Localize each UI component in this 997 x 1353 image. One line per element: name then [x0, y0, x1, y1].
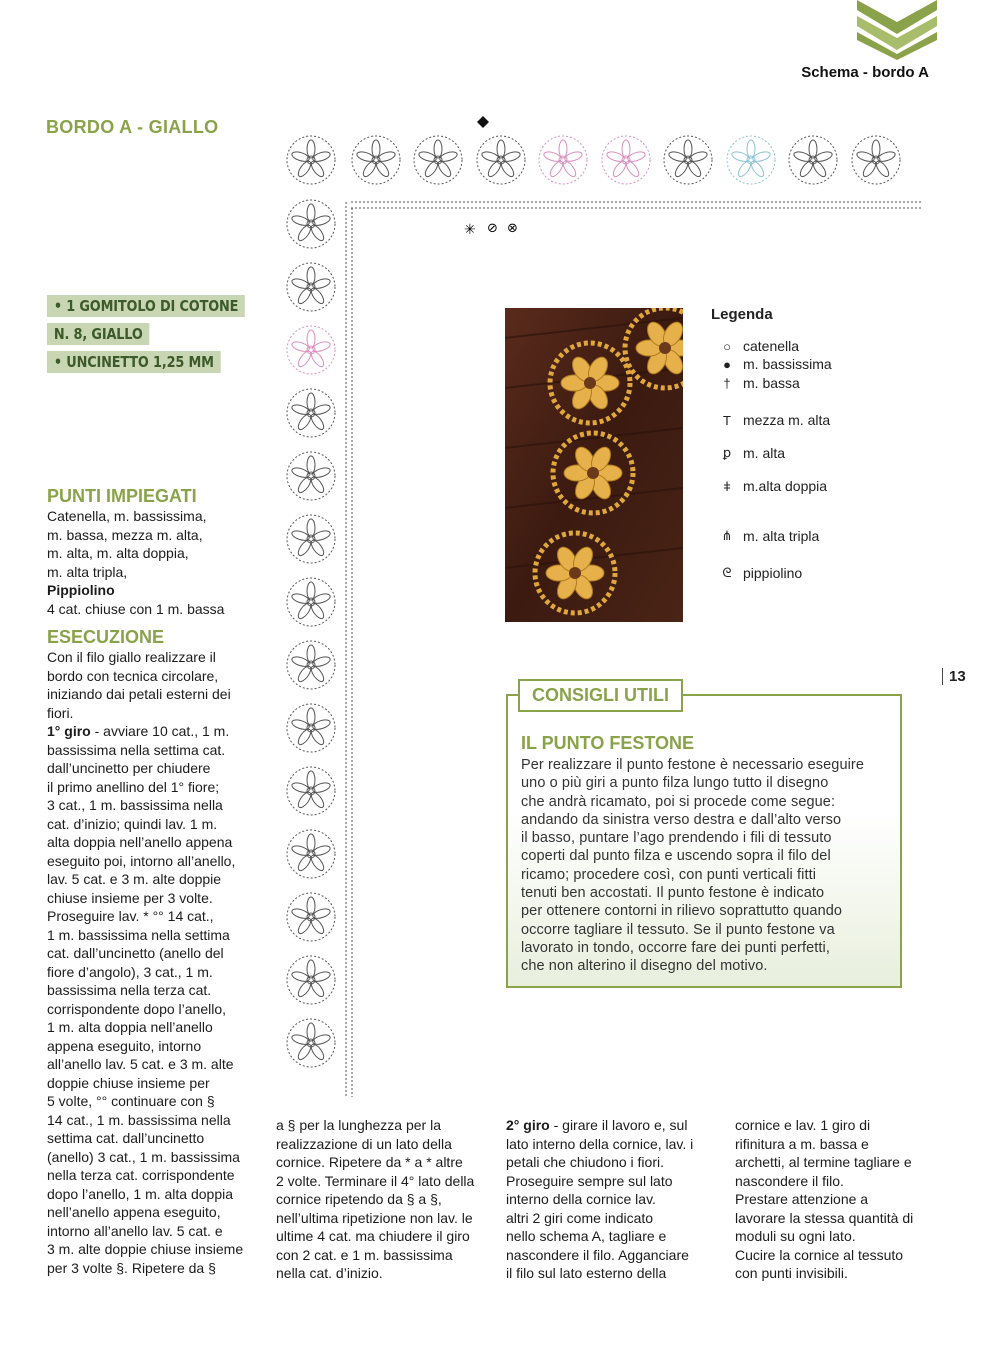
text-line: appena eseguito, intorno [47, 1037, 202, 1054]
page-title: BORDO A - GIALLO [46, 117, 219, 137]
chart-flower [287, 389, 335, 437]
chart-flower [287, 326, 335, 374]
text-line: (anello) 3 cat., 1 m. bassissima [47, 1148, 240, 1165]
text-line: con 2 cat. e 1 m. bassissima [276, 1246, 453, 1263]
text-line: ultime 4 cat. ma chiudere il giro [276, 1228, 470, 1244]
text-line: cat. d’inizio; quindi lav. 1 m. [47, 815, 218, 832]
text-line: bassissima nella terza cat. [47, 982, 212, 998]
text-line: 1 m. alta doppia nell’anello [47, 1019, 213, 1035]
text-line: nella cat. d’inizio. [276, 1265, 383, 1281]
text-line: dall’uncinetto per chiudere [47, 760, 211, 776]
legend-item: ᘓ pippiolino [711, 565, 802, 581]
punti-heading: PUNTI IMPIEGATI [47, 486, 197, 506]
text-line: Proseguire sempre sul lato [506, 1172, 673, 1189]
material-item: • UNCINETTO 1,25 MM [47, 351, 221, 373]
text-line: 2 volte. Terminare il 4° lato della [276, 1172, 475, 1189]
text-line: il primo anellino del 1° fiore; [47, 778, 220, 795]
text-line: chiuse insieme per 3 volte. [47, 889, 213, 906]
text-line: dopo l’anello, 1 m. alta doppia [47, 1185, 234, 1202]
text-line: lav. 5 cat. e 3 m. alte doppie [47, 871, 222, 887]
chart-flower [287, 893, 335, 941]
text-line: lato interno della cornice, lav. i [506, 1135, 694, 1152]
chart-flower [539, 136, 587, 184]
chart-flower [287, 704, 335, 752]
text-line: nello schema A, tagliare e [506, 1228, 667, 1244]
text-line: settima cat. dall’uncinetto [47, 1130, 205, 1146]
triple-cluster-icon: ⋔ [721, 528, 733, 543]
text-line: 14 cat., 1 m. bassissima nella [47, 1111, 231, 1128]
chart-flower [664, 136, 712, 184]
text-line: intorno all’anello lav. 5 cat. e [47, 1222, 223, 1239]
chart-flower [287, 263, 335, 311]
legend [711, 306, 911, 581]
instructions-column-3 [506, 1116, 721, 1283]
text-line: cornice ripetendo da § a §, [276, 1191, 442, 1207]
text-line: che andrà ricamato, poi si procede come segue: [521, 793, 836, 810]
chevron-decoration-icon [852, 0, 942, 60]
text-line: 5 volte, °° continuare con § [47, 1093, 215, 1109]
text-line: Con il filo giallo realizzare il [47, 649, 216, 665]
text-line: m. bassa, mezza m. alta, [47, 526, 203, 543]
asterisk-marker-icon: ✳ [464, 222, 476, 238]
text-line: bordo con tecnica circolare, [47, 667, 219, 684]
legend-item: ꝑ m. alta [711, 445, 785, 461]
cut-marker-icon: ⊘ [487, 221, 498, 236]
chart-flower [789, 136, 837, 184]
text-line: moduli su ogni lato. [735, 1228, 856, 1244]
text-line: doppie chiuse insieme per [47, 1074, 210, 1091]
text-line: cornice. Ripetere da * a * altre [276, 1154, 463, 1170]
text-line: eseguito poi, intorno all’anello, [47, 852, 236, 869]
text-line: Prestare attenzione a [735, 1191, 869, 1207]
text-line: Per realizzare il punto festone è necessario eseguire [521, 757, 865, 773]
text-line: 3 cat., 1 m. bassissima nella [47, 797, 223, 813]
material-item: N. 8, GIALLO [47, 323, 150, 345]
text-line: rifinitura a m. bassa e [735, 1135, 869, 1152]
text-line: Cucire la cornice al tessuto [735, 1246, 904, 1263]
chart-flower [287, 452, 335, 500]
text-line: 1° giro - avviare 10 cat., 1 m. [47, 723, 230, 739]
text-line: alta doppia nell’anello appena [47, 834, 233, 850]
legend-item: ⋔ m. alta tripla [711, 528, 819, 544]
text-line: iniziando dai petali esterni dei [47, 686, 231, 702]
punti-list [47, 507, 261, 581]
text-line: tenuti ben accostati. Il punto festone è indicato [521, 885, 825, 902]
text-line: bassissima nella settima cat. [47, 741, 226, 758]
text-line: coperti dal punto filza e uscendo sopra il filo del [521, 848, 831, 865]
start-marker-icon [477, 116, 489, 128]
tips-tab: CONSIGLI UTILI [518, 679, 683, 712]
text-line: uno o più giri a punto filza lungo tutto il disegno [521, 775, 829, 792]
legend-item: ǂ m.alta doppia [711, 478, 827, 494]
chart-flower [414, 136, 462, 184]
text-line: occorre tagliare il tessuto. Se il punto festone va [521, 921, 835, 938]
crochet-photo [505, 308, 683, 622]
text-line: a § per la lunghezza per la [276, 1117, 441, 1133]
treble-icon: ǂ [723, 478, 731, 494]
text-line: che non alterino il disegno del motivo. [521, 958, 768, 975]
material-item: • 1 GOMITOLO DI COTONE [47, 295, 245, 317]
text-line: 2° giro - girare il lavoro e, sul [506, 1117, 688, 1133]
text-line: con punti invisibili. [735, 1265, 848, 1281]
text-line: per ottenere contorni in rilievo soprattutto quando [521, 903, 843, 920]
tips-heading: IL PUNTO FESTONE [521, 733, 695, 753]
materials-list [47, 295, 277, 379]
text-line: nella terza cat. corrispondente [47, 1167, 235, 1183]
text-line: Proseguire lav. * °° 14 cat., [47, 908, 214, 924]
text-line: m. alta tripla, [47, 563, 128, 580]
double-icon: ꝑ [722, 445, 732, 460]
chart-flower [852, 136, 900, 184]
text-line: nascondere il filo. Agganciare [506, 1246, 689, 1263]
chart-flower [287, 515, 335, 563]
text-line: all’anello lav. 5 cat. e 3 m. alte [47, 1056, 234, 1072]
chart-flower [287, 200, 335, 248]
text-line: il basso, puntare l’ago prendendo i fili di tessuto [521, 830, 832, 847]
pippiolino-desc: 4 cat. chiuse con 1 m. bassa [47, 600, 225, 617]
text-line: fiore d’angolo), 3 cat., 1 m. [47, 963, 213, 980]
chart-flower [287, 1019, 335, 1067]
instructions-column-4 [735, 1116, 950, 1283]
text-line: corrispondente dopo l’anello, [47, 1000, 227, 1017]
chain-circle-icon: ○ [723, 338, 731, 354]
half-double-icon: T [723, 412, 731, 428]
legend-item: ● m. bassissima [711, 356, 832, 372]
text-line: cornice e lav. 1 giro di [735, 1117, 871, 1133]
chart-flower [287, 956, 335, 1004]
join-marker-icon: ⊗ [507, 221, 518, 236]
text-line: cat. dall’uncinetto (anello del [47, 945, 224, 961]
legend-item: T mezza m. alta [711, 412, 830, 428]
text-line: fiori. [47, 704, 74, 721]
text-line: interno della cornice lav. [506, 1191, 656, 1207]
text-line: andando da sinistra verso destra e dall’alto verso [521, 811, 842, 828]
page-number: 13 [942, 668, 966, 685]
text-line: petali che chiudono i fiori. [506, 1154, 664, 1170]
text-line: Catenella, m. bassissima, [47, 508, 207, 524]
tips-text [521, 756, 893, 976]
chart-flower [287, 830, 335, 878]
chart-flower [727, 136, 775, 184]
text-line: ricamo; procedere così, con punti verticali fitti [521, 866, 817, 883]
picot-icon: ᘓ [722, 565, 732, 580]
esecuzione-text [47, 648, 261, 1277]
cross-icon: † [723, 375, 731, 391]
legend-title: Legenda [711, 306, 773, 323]
text-line: altri 2 giri come indicato [506, 1209, 654, 1226]
chart-flower [287, 641, 335, 689]
chart-flower [287, 767, 335, 815]
chart-flower [287, 136, 335, 184]
text-line: realizzazione di un lato della [276, 1135, 452, 1152]
text-line: il filo sul lato esterno della [506, 1265, 667, 1281]
chart-flower [602, 136, 650, 184]
text-line: per 3 volte §. Ripetere da § [47, 1259, 216, 1276]
text-line: m. alta, m. alta doppia, [47, 545, 189, 561]
text-line: lavorare la stessa quantità di [735, 1209, 914, 1226]
legend-item: ○ catenella [711, 338, 799, 354]
chart-flower [477, 136, 525, 184]
legend-item: † m. bassa [711, 375, 800, 391]
dot-icon: ● [723, 356, 731, 372]
chart-flower [287, 578, 335, 626]
text-line: nell’anello appena eseguito, [47, 1204, 221, 1220]
text-line: lavorato in tondo, occorre fare dei punti perfetti, [521, 939, 830, 956]
section-header: Schema - bordo A [801, 64, 929, 81]
text-line: 1 m. bassissima nella settima [47, 926, 230, 943]
text-line: 3 m. alte doppie chiuse insieme [47, 1241, 244, 1257]
instructions-column-2 [276, 1116, 491, 1283]
text-line: nascondere il filo. [735, 1172, 844, 1189]
text-line: archetti, al termine tagliare e [735, 1154, 912, 1170]
instructions-column-1 [47, 486, 261, 1277]
pippiolino-label: Pippiolino [47, 582, 115, 598]
text-line: nell’ultima ripetizione non lav. le [276, 1209, 473, 1226]
chart-flower [352, 136, 400, 184]
esecuzione-heading: ESECUZIONE [47, 627, 165, 647]
